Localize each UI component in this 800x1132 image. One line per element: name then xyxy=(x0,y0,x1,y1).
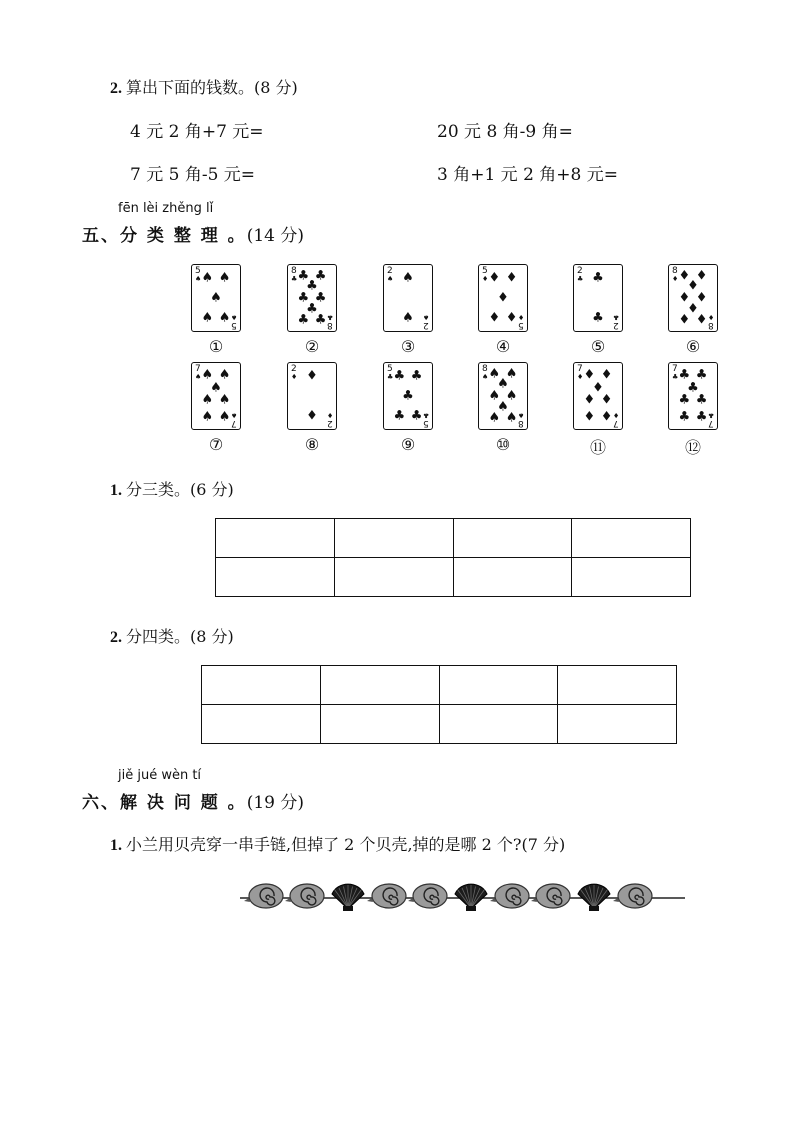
card-rank: 2 xyxy=(291,364,297,374)
card-rank: 5 xyxy=(195,266,201,276)
sub-question-2 xyxy=(110,624,234,647)
expression-3: 7 元 5 角-5 元= xyxy=(130,165,256,185)
question-text: 分三类。(6 分) xyxy=(126,480,234,499)
card-suit-icon: ♦ xyxy=(517,313,524,321)
card-suit-icon: ♣ xyxy=(707,411,714,419)
card-pip-icon: ♦ xyxy=(505,270,518,286)
conch-shell-icon xyxy=(367,884,406,908)
card-pip-icon: ♠ xyxy=(218,270,231,286)
card-pip-icon: ♠ xyxy=(402,310,414,326)
card-label: ① xyxy=(208,337,224,356)
answer-table-three-groups xyxy=(215,518,691,597)
playing-card xyxy=(573,362,623,430)
conch-shell-icon xyxy=(531,884,570,908)
card-pip-icon: ♠ xyxy=(488,410,501,426)
section-6-title: 六、解 决 问 题 。 xyxy=(82,793,247,813)
card-pip-icon: ♦ xyxy=(695,290,708,306)
card-pip-icon: ♦ xyxy=(583,392,596,408)
card-pip-icon: ♠ xyxy=(402,270,414,286)
answer-cell[interactable] xyxy=(558,705,677,744)
playing-card xyxy=(668,362,718,430)
conch-shell-icon xyxy=(408,884,447,908)
answer-cell[interactable] xyxy=(216,519,335,558)
card-pip-icon: ♠ xyxy=(497,399,509,415)
answer-cell[interactable] xyxy=(334,558,453,597)
card-pip-icon: ♠ xyxy=(218,310,231,326)
question-text: 分四类。(8 分) xyxy=(126,627,234,646)
card-suit-icon: ♣ xyxy=(612,313,619,321)
card-pip-icon: ♣ xyxy=(678,409,691,425)
card-rank: 2 xyxy=(613,320,619,330)
card-pip-icon: ♣ xyxy=(393,368,406,384)
card-suit-icon: ♠ xyxy=(230,313,237,321)
card-pip-icon: ♠ xyxy=(201,367,214,383)
playing-card xyxy=(191,264,241,332)
section-5-title: 五、分 类 整 理 。 xyxy=(82,226,247,246)
card-suit-icon: ♦ xyxy=(707,313,714,321)
card-suit-icon: ♠ xyxy=(387,275,394,283)
card-pip-icon: ♠ xyxy=(218,367,231,383)
card-rank: 5 xyxy=(231,320,237,330)
question-6-1 xyxy=(110,832,565,855)
card-pip-icon: ♦ xyxy=(600,409,613,425)
expression-1: 4 元 2 角+7 元= xyxy=(130,122,264,142)
card-pip-icon: ♠ xyxy=(210,380,222,396)
card-pip-icon: ♦ xyxy=(583,367,596,383)
card-label: ⑥ xyxy=(685,337,701,356)
card-label: ⑪ xyxy=(589,438,606,457)
card-pip-icon: ♣ xyxy=(306,278,318,294)
card-suit-icon: ♣ xyxy=(577,275,584,283)
card-suit-icon: ♣ xyxy=(422,411,429,419)
card-label: ⑧ xyxy=(304,435,320,454)
card-rank: 2 xyxy=(577,266,583,276)
card-rank: 5 xyxy=(518,320,524,330)
card-label: ⑦ xyxy=(208,435,224,454)
question-text: 小兰用贝壳穿一串手链,但掉了 2 个贝壳,掉的是哪 2 个?(7 分) xyxy=(126,835,566,854)
card-pip-icon: ♣ xyxy=(592,270,604,286)
card-pip-icon: ♦ xyxy=(678,290,691,306)
card-label: ③ xyxy=(400,337,416,356)
question-number: 1. xyxy=(110,837,122,854)
answer-cell[interactable] xyxy=(334,519,453,558)
card-rank: 8 xyxy=(482,364,488,374)
answer-cell[interactable] xyxy=(320,705,439,744)
card-suit-icon: ♦ xyxy=(291,373,298,381)
question-text: 算出下面的钱数。(8 分) xyxy=(126,78,298,97)
playing-card xyxy=(478,264,528,332)
card-suit-icon: ♦ xyxy=(577,373,584,381)
card-pip-icon: ♦ xyxy=(306,408,318,424)
card-rank: 8 xyxy=(518,418,524,428)
section-5-heading xyxy=(82,221,304,246)
section-6-heading xyxy=(82,788,304,813)
card-pip-icon: ♠ xyxy=(201,392,214,408)
card-pip-icon: ♣ xyxy=(592,310,604,326)
card-label: ⑩ xyxy=(495,435,511,454)
card-pip-icon: ♣ xyxy=(678,392,691,408)
card-suit-icon: ♣ xyxy=(326,313,333,321)
card-pip-icon: ♦ xyxy=(488,270,501,286)
card-pip-icon: ♦ xyxy=(695,312,708,328)
conch-shell-icon xyxy=(244,884,283,908)
card-suit-icon: ♠ xyxy=(195,275,202,283)
conch-shell-icon xyxy=(285,884,324,908)
card-rank: 5 xyxy=(482,266,488,276)
card-pip-icon: ♠ xyxy=(201,310,214,326)
card-suit-icon: ♣ xyxy=(672,373,679,381)
card-pip-icon: ♦ xyxy=(488,310,501,326)
card-rank: 7 xyxy=(672,364,678,374)
answer-cell[interactable] xyxy=(453,558,572,597)
card-pip-icon: ♦ xyxy=(592,380,604,396)
card-pip-icon: ♦ xyxy=(678,268,691,284)
card-pip-icon: ♣ xyxy=(695,392,708,408)
answer-table-four-groups xyxy=(201,665,677,744)
card-rank: 2 xyxy=(423,320,429,330)
card-rank: 2 xyxy=(387,266,393,276)
expression-2: 20 元 8 角-9 角= xyxy=(437,122,573,142)
card-pip-icon: ♠ xyxy=(201,270,214,286)
card-suit-icon: ♦ xyxy=(612,411,619,419)
answer-cell[interactable] xyxy=(453,519,572,558)
card-pip-icon: ♦ xyxy=(687,278,699,294)
question-number: 1. xyxy=(110,482,122,499)
answer-cell[interactable] xyxy=(558,666,677,705)
card-pip-icon: ♦ xyxy=(497,290,509,306)
card-label: ⑨ xyxy=(400,435,416,454)
scallop-shell-icon xyxy=(578,884,610,911)
card-pip-icon: ♣ xyxy=(687,380,699,396)
card-suit-icon: ♦ xyxy=(482,275,489,283)
conch-shell-icon xyxy=(613,884,652,908)
scallop-shell-icon xyxy=(455,884,487,911)
answer-cell[interactable] xyxy=(216,558,335,597)
card-pip-icon: ♠ xyxy=(505,388,518,404)
card-pip-icon: ♣ xyxy=(393,408,406,424)
card-pip-icon: ♠ xyxy=(488,366,501,382)
question-number: 2. xyxy=(110,80,122,97)
card-label: ④ xyxy=(495,337,511,356)
card-pip-icon: ♣ xyxy=(410,368,423,384)
card-rank: 5 xyxy=(423,418,429,428)
card-pip-icon: ♣ xyxy=(695,367,708,383)
card-pip-icon: ♣ xyxy=(297,268,310,284)
playing-card xyxy=(287,362,337,430)
card-pip-icon: ♦ xyxy=(600,367,613,383)
playing-card xyxy=(478,362,528,430)
card-pip-icon: ♠ xyxy=(201,409,214,425)
card-suit-icon: ♣ xyxy=(291,275,298,283)
conch-shell-icon xyxy=(490,884,529,908)
card-pip-icon: ♦ xyxy=(505,310,518,326)
card-rank: 8 xyxy=(291,266,297,276)
card-pip-icon: ♣ xyxy=(314,290,327,306)
card-pip-icon: ♣ xyxy=(297,312,310,328)
card-rank: 7 xyxy=(708,418,714,428)
answer-cell[interactable] xyxy=(439,705,558,744)
card-suit-icon: ♠ xyxy=(482,373,489,381)
card-rank: 7 xyxy=(231,418,237,428)
card-label: ⑫ xyxy=(684,438,701,457)
answer-cell[interactable] xyxy=(572,519,691,558)
card-pip-icon: ♠ xyxy=(505,366,518,382)
card-suit-icon: ♠ xyxy=(422,313,429,321)
card-suit-icon: ♦ xyxy=(326,411,333,419)
section-5-score: (14 分) xyxy=(246,226,304,246)
card-rank: 5 xyxy=(387,364,393,374)
card-pip-icon: ♣ xyxy=(410,408,423,424)
answer-cell[interactable] xyxy=(439,666,558,705)
expression-4: 3 角+1 元 2 角+8 元= xyxy=(437,165,619,185)
card-pip-icon: ♣ xyxy=(678,367,691,383)
card-pip-icon: ♠ xyxy=(210,290,222,306)
playing-card xyxy=(383,362,433,430)
card-suit-icon: ♠ xyxy=(230,411,237,419)
card-label: ② xyxy=(304,337,320,356)
card-suit-icon: ♠ xyxy=(517,411,524,419)
card-pip-icon: ♠ xyxy=(218,392,231,408)
card-rank: 8 xyxy=(327,320,333,330)
card-pip-icon: ♦ xyxy=(306,368,318,384)
playing-card xyxy=(383,264,433,332)
card-pip-icon: ♠ xyxy=(218,409,231,425)
card-suit-icon: ♣ xyxy=(387,373,394,381)
card-label: ⑤ xyxy=(590,337,606,356)
question-number: 2. xyxy=(110,629,122,646)
answer-cell[interactable] xyxy=(320,666,439,705)
card-rank: 7 xyxy=(195,364,201,374)
card-rank: 2 xyxy=(327,418,333,428)
card-pip-icon: ♣ xyxy=(695,409,708,425)
playing-card xyxy=(668,264,718,332)
card-suit-icon: ♦ xyxy=(672,275,679,283)
answer-cell[interactable] xyxy=(572,558,691,597)
playing-card xyxy=(287,264,337,332)
card-rank: 7 xyxy=(613,418,619,428)
card-pip-icon: ♦ xyxy=(695,268,708,284)
card-pip-icon: ♦ xyxy=(678,312,691,328)
scallop-shell-icon xyxy=(332,884,364,911)
card-rank: 8 xyxy=(708,320,714,330)
question-2 xyxy=(110,75,298,98)
card-pip-icon: ♣ xyxy=(297,290,310,306)
card-rank: 7 xyxy=(577,364,583,374)
card-rank: 8 xyxy=(672,266,678,276)
card-pip-icon: ♣ xyxy=(314,268,327,284)
card-pip-icon: ♦ xyxy=(687,301,699,317)
card-pip-icon: ♣ xyxy=(314,312,327,328)
sub-question-1 xyxy=(110,477,234,500)
section-6-score: (19 分) xyxy=(246,793,304,813)
playing-card xyxy=(573,264,623,332)
answer-cell[interactable] xyxy=(202,666,321,705)
section-6-pinyin: jiě jué wèn tí xyxy=(118,768,202,783)
card-pip-icon: ♣ xyxy=(306,301,318,317)
section-5-pinyin: fēn lèi zhěng lǐ xyxy=(118,201,214,216)
card-suit-icon: ♠ xyxy=(195,373,202,381)
card-pip-icon: ♠ xyxy=(497,376,509,392)
card-pip-icon: ♠ xyxy=(505,410,518,426)
card-pip-icon: ♦ xyxy=(583,409,596,425)
card-pip-icon: ♠ xyxy=(488,388,501,404)
shell-bracelet xyxy=(240,876,690,916)
card-pip-icon: ♦ xyxy=(600,392,613,408)
playing-card xyxy=(191,362,241,430)
card-pip-icon: ♣ xyxy=(402,388,414,404)
answer-cell[interactable] xyxy=(202,705,321,744)
